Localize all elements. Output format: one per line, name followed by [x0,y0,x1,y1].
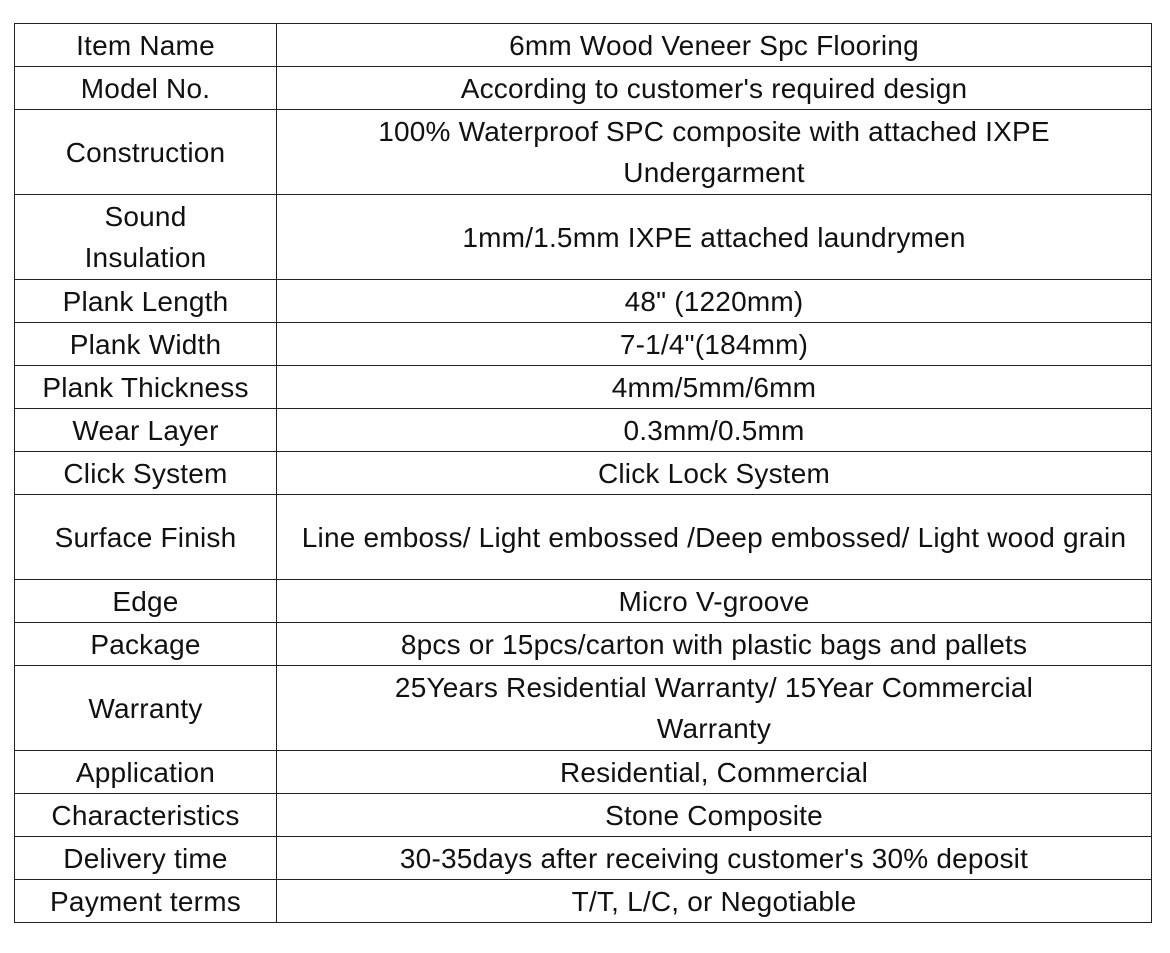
table-row [15,452,1152,495]
table-row [15,666,1152,751]
row-label: Payment terms [15,880,277,923]
row-label: Model No. [15,67,277,110]
table-row [15,495,1152,580]
row-value: According to customer's required design [277,67,1152,110]
row-value: Residential, Commercial [277,751,1152,794]
table-row [15,67,1152,110]
row-value: 48" (1220mm) [277,280,1152,323]
row-label: Wear Layer [15,409,277,452]
row-label: Plank Length [15,280,277,323]
table-row [15,280,1152,323]
row-label: Application [15,751,277,794]
row-value: 30-35days after receiving customer's 30% deposit [277,837,1152,880]
table-row [15,323,1152,366]
row-value: 100% Waterproof SPC composite with attached IXPE Undergarment [277,110,1152,195]
table-row [15,623,1152,666]
table-row [15,409,1152,452]
row-value: T/T, L/C, or Negotiable [277,880,1152,923]
row-value: Stone Composite [277,794,1152,837]
row-label: Characteristics [15,794,277,837]
row-value: 8pcs or 15pcs/carton with plastic bags and pallets [277,623,1152,666]
table-row [15,195,1152,280]
table-row [15,794,1152,837]
row-label: Package [15,623,277,666]
row-label: Delivery time [15,837,277,880]
row-value: 1mm/1.5mm IXPE attached laundrymen [277,195,1152,280]
row-value: 4mm/5mm/6mm [277,366,1152,409]
row-label: Sound Insulation [15,195,277,280]
row-label: Plank Thickness [15,366,277,409]
row-label: Edge [15,580,277,623]
spec-table [14,23,1152,923]
row-label: Surface Finish [15,495,277,580]
table-row [15,880,1152,923]
table-row [15,837,1152,880]
row-label: Construction [15,110,277,195]
row-value: 6mm Wood Veneer Spc Flooring [277,24,1152,67]
row-label: Plank Width [15,323,277,366]
table-row [15,751,1152,794]
table-row [15,110,1152,195]
row-value: Line emboss/ Light embossed /Deep embossed/ Light wood grain [277,495,1152,580]
row-value: Micro V-groove [277,580,1152,623]
row-value: 25Years Residential Warranty/ 15Year Commercial Warranty [277,666,1152,751]
row-label: Click System [15,452,277,495]
table-row [15,24,1152,67]
row-value: Click Lock System [277,452,1152,495]
row-label: Item Name [15,24,277,67]
table-row [15,580,1152,623]
row-label: Warranty [15,666,277,751]
table-row [15,366,1152,409]
row-value: 0.3mm/0.5mm [277,409,1152,452]
row-value: 7-1/4"(184mm) [277,323,1152,366]
